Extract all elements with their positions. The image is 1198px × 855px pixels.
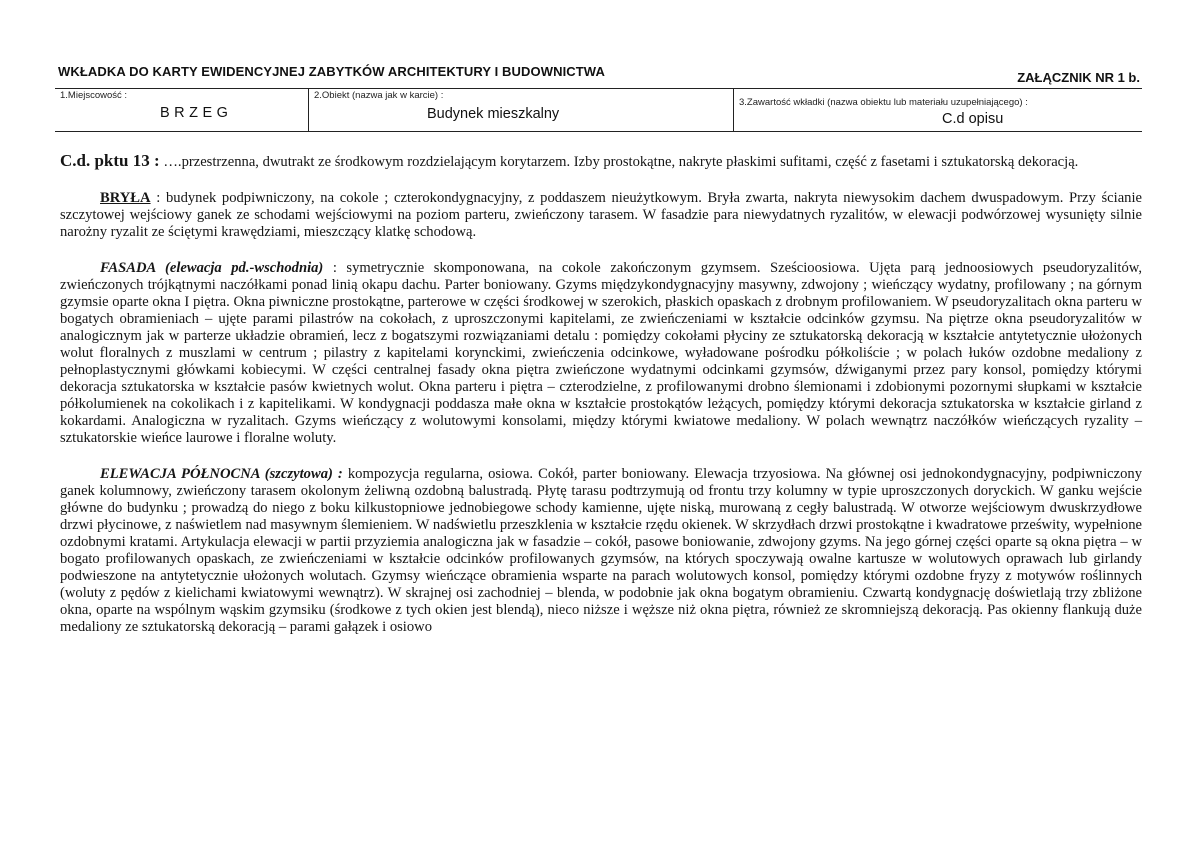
field-contents-label: 3.Zawartość wkładki (nazwa obiektu lub materiału uzupełniającego) : xyxy=(739,97,1028,108)
annex-number: ZAŁĄCZNIK NR 1 b. xyxy=(1017,70,1140,85)
field-object xyxy=(308,89,733,131)
description-body xyxy=(60,151,1143,636)
paragraph-heading: FASADA (elewacja pd.-wschodnia) xyxy=(100,260,324,276)
field-object-label: 2.Obiekt (nazwa jak w karcie) : xyxy=(314,90,444,101)
header-fields-table xyxy=(55,88,1142,132)
document-title: WKŁADKA DO KARTY EWIDENCYJNEJ ZABYTKÓW ARCHITEKTURY I BUDOWNICTWA xyxy=(58,64,605,79)
field-contents xyxy=(733,89,1143,131)
paragraph-heading: BRYŁA xyxy=(100,190,151,206)
paragraph-text: kompozycja regularna, osiowa. Cokół, parter boniowany. Elewacja trzyosiowa. Na głównej osi jednokondygnacyjny, podpiwniczony ganek kolumnowy, zwieńczony tarasem okolonym żeliwną ozdobną balustradą. Płytę tarasu podtrzymują od frontu trzy kolumny w typie uproszczonych doryckich. W ganku wejście główne do budynku ; prowadzą do niego z boku kilkustopniowe jednobiegowe schody kamienne, ujęte niską, murowaną z cegły balustradą. W otworze wejściowym dwuskrzydłowe drzwi płycinowe, z naświetlem nad masywnym ślemieniem. W nadświetlu przeszklenia w kształcie rzędu okienek. W skrzydłach drzwi prostokątne i kwadratowe prześwity, wypełnione ozdobnymi kratami. Artykulacja elewacji w partii przyziemia analogiczna jak w fasadzie – cokół, pasowe boniowanie, zdwojony gzyms. Na jego górnej części oparte są okna piętra – w bogato profilowanych opaskach, ze zwieńczeniami w kształcie odcinków profilowanych gzymsów, na których spoczywają owalne kartusze w wolutowych oprawach lub girlandy podwieszone na antytetycznie ułożonych wolutach. Gzymsy wieńczące obramienia wsparte na parach wolutowych konsol, pomiędzy którymi ozdobne fryzy z motywów roślinnych (woluty z pędów z kielichami kwiatowymi wewnątrz). W skrajnej osi zachodniej – blenda, w podobnie jak okna bogatym obramieniu. Czwartą kondygnację doświetlają trzy zbliżone okna, oparte na wspólnym wąskim gzymsiku (środkowe z tych okien jest blendą), nieco niższe i węższe niż okna piętra, również ze skromniejszą dekoracją. Pas okienny flankują duże medaliony ze sztukatorską dekoracją – parami gałązek i osiowo xyxy=(60,466,1143,635)
paragraph-bryla xyxy=(60,190,1142,241)
paragraph-text: ….przestrzenna, dwutrakt ze środkowym rozdzielającym korytarzem. Izby prostokątne, nakryte płaskimi sufitami, część z fasetami i sztukatorską dekoracją. xyxy=(159,154,1079,170)
paragraph-text: : budynek podpiwniczony, na cokole ; czterokondygnacyjny, z poddaszem nieużytkowym. Bryła zwarta, nakryta niewysokim dachem dwuspadowym. Przy ścianie szczytowej wejściowy ganek ze schodami wejściowymi na poziom parteru, zwieńczony tarasem. W fasadzie para niewydatnych ryzalitów, w elewacji podwórzowej wysunięty silnie narożny ryzalit ze ściętymi krawędziami, mieszczący klatkę schodową. xyxy=(60,190,1142,240)
field-locality-label: 1.Miejscowość : xyxy=(60,90,128,101)
paragraph-elewacja xyxy=(60,466,1142,636)
paragraph-heading: C.d. pktu 13 : xyxy=(60,151,160,170)
paragraph-heading: ELEWACJA PÓŁNOCNA (szczytowa) : xyxy=(100,466,343,482)
paragraph-text: : symetrycznie skomponowana, na cokole zakończonym gzymsem. Sześcioosiowa. Ujęta parą jednoosiowych pseudoryzalitów, zwieńczonych trójkątnymi naczółkami ponad linią okapu dachu. Parter boniowany. Gzyms międzykondygnacyjny masywny, zdwojony ; wieńczący wydatny, profilowany ; na górnym gzymsie oparte okna I piętra. Okna piwniczne prostokątne, parterowe w części środkowej w szerokich, płaskich opaskach z drobnym profilowaniem. W pseudoryzalitach okna parteru w bogatych obramieniach – ujęte parami pilastrów na cokołach, z uproszczonymi kapitelami, ze zwieńczeniami w kształcie odcinków gzymsu. Na piętrze okna pseudoryzalitów w analogicznym jak w parterze układzie obramień, lecz z bogatszymi rozwiązaniami detalu : pomiędzy cokołami płyciny ze sztukatorską dekoracją w kształcie antytetycznie ułożonych wolut floralnych z muszlami w centrum ; pilastry z kapitelami korynckimi, zwieńczenia odcinkowe, wyładowane pośrodku półkoliście ; w polach łuków ozdobne medaliony z pełnoplastycznymi główkami kobiecymi. W części centralnej fasady okna piętra zwieńczone wydatnymi odcinkami gzymsów, dźwiganymi przez pary konsol, pomiędzy którymi dekoracja sztukatorska w kształcie pasów kwietnych wolut. Okna parteru i piętra – czterodzielne, z profilowanymi drobno ślemionami i zdobionymi pozornymi słupkami w kształcie półkolumienek na cokolikach i z kapitelikami. W kondygnacji poddasza małe okna w kształcie prostokątów leżących, pomiędzy którymi dekoracja sztukatorska w kształcie girland z kokardami. Analogiczna w ryzalitach. Gzyms wieńczący z wolutowymi konsolami, między którymi kwiatowe medaliony. W polach wewnątrz naczółków wieńczących ryzality –sztukatorskie wieńce laurowe i floralne woluty. xyxy=(60,260,1142,446)
field-locality-value: BRZEG xyxy=(160,105,233,121)
field-locality xyxy=(55,89,308,131)
field-contents-value: C.d opisu xyxy=(942,111,1004,127)
field-object-value: Budynek mieszkalny xyxy=(427,106,560,122)
paragraph-continuation xyxy=(60,152,1142,171)
paragraph-fasada xyxy=(60,260,1142,447)
